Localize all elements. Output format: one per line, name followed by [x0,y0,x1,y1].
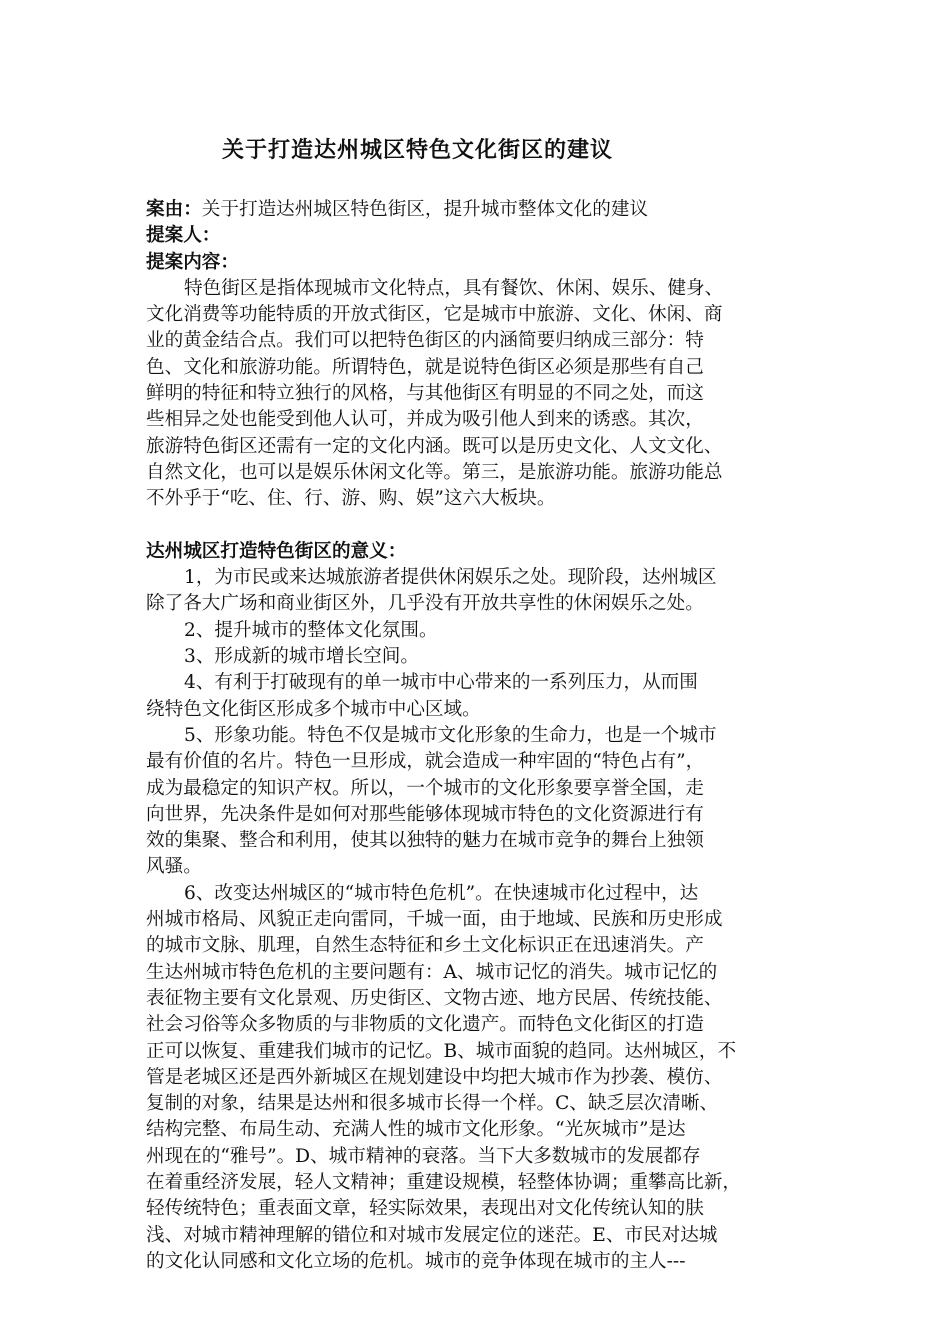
content-label: 提案内容： [146,251,239,273]
significance-line: 州城市格局、风貌正走向雷同，千城一面，由于地域、民族和历史形成 [146,909,723,931]
significance-line: 向世界，先决条件是如何对那些能够体现城市特色的文化资源进行有 [146,803,704,825]
significance-line: 最有价值的名片。特色一旦形成，就会造成一种牢固的“特色占有”， [146,751,705,773]
significance-line: 效的集聚、整合和利用，使其以独特的魅力在城市竞争的舞台上独领 [146,830,704,852]
significance-line: 社会习俗等众多物质的与非物质的文化遗产。而特色文化街区的打造 [146,1014,704,1036]
significance-line: 管是老城区还是西外新城区在规划建设中均把大城市作为抄袭、模仿、 [146,1066,723,1088]
reason-label: 案由： [146,199,202,220]
proposer-label: 提案人： [146,225,221,247]
significance-line: 2、提升城市的整体文化氛围。 [184,619,438,641]
document-title: 关于打造达州城区特色文化街区的建议 [222,137,614,163]
intro-line: 自然文化，也可以是娱乐休闲文化等。第三，是旅游功能。旅游功能总 [146,461,723,483]
intro-line: 色、文化和旅游功能。所谓特色，就是说特色街区必须是那些有自己 [146,356,704,378]
significance-line: 的文化认同感和文化立场的危机。城市的竞争体现在城市的主人--- [146,1250,686,1272]
intro-line: 业的黄金结合点。我们可以把特色街区的内涵简要归纳成三部分：特 [146,330,704,352]
significance-line: 1，为市民或来达城旅游者提供休闲娱乐之处。现阶段，达州城区 [184,567,717,589]
significance-line: 绕特色文化街区形成多个城市中心区域。 [146,698,481,720]
significance-line: 3、形成新的城市增长空间。 [184,646,419,668]
intro-line: 文化消费等功能特质的开放式街区，它是城市中旅游、文化、休闲、商 [146,304,723,326]
significance-line: 成为最稳定的知识产权。所以，一个城市的文化形象要享誉全国，走 [146,777,704,799]
intro-line: 鲜明的特征和特立独行的风格，与其他街区有明显的不同之处，而这 [146,383,704,405]
significance-line: 结构完整、布局生动、充满人性的城市文化形象。“光灰城市”是达 [146,1119,686,1141]
document-body [146,197,826,1275]
intro-line: 些相异之处也能受到他人认可，并成为吸引他人到来的诱惑。其次， [146,409,704,431]
significance-line: 6、改变达州城区的“城市特色危机”。在快速城市化过程中，达 [184,882,699,904]
intro-line: 特色街区是指体现城市文化特点，具有餐饮、休闲、娱乐、健身、 [184,277,724,299]
significance-line: 除了各大广场和商业街区外，几乎没有开放共享性的休闲娱乐之处。 [146,593,704,615]
significance-line: 在着重经济发展，轻人文精神；重建设规模，轻整体协调；重攀高比新， [146,1171,742,1193]
significance-line: 复制的对象，结果是达州和很多城市长得一个样。C、缺乏层次清晰、 [146,1093,719,1115]
intro-line: 不外乎于“吃、住、行、游、购、娱”这六大板块。 [146,488,556,510]
significance-line: 浅、对城市精神理解的错位和对城市发展定位的迷茫。E、市民对达城 [146,1224,718,1246]
blank-line [146,513,826,539]
significance-line: 州现在的“雅号”。D、城市精神的衰落。当下大多数城市的发展都存 [146,1145,701,1167]
significance-line: 生达州城市特色危机的主要问题有：A、城市记忆的消失。城市记忆的 [146,961,718,983]
significance-line: 5、形象功能。特色不仅是城市文化形象的生命力，也是一个城市 [184,724,717,746]
significance-line: 风骚。 [146,856,202,878]
significance-line: 4、有利于打破现有的单一城市中心带来的一系列压力，从而围 [184,672,698,694]
significance-heading: 达州城区打造特色街区的意义： [146,540,407,562]
significance-line: 的城市文脉、肌理，自然生态特征和乡土文化标识正在迅速消失。产 [146,935,704,957]
significance-line: 表征物主要有文化景观、历史街区、文物古迹、地方民居、传统技能、 [146,987,723,1009]
intro-line: 旅游特色街区还需有一定的文化内涵。既可以是历史文化、人文文化、 [146,435,723,457]
significance-line: 轻传统特色；重表面文章，轻实际效果，表现出对文化传统认知的肤 [146,1198,704,1220]
significance-line: 正可以恢复、重建我们城市的记忆。B、城市面貌的趋同。达州城区，不 [146,1040,737,1062]
reason-text: 关于打造达州城区特色街区，提升城市整体文化的建议 [201,199,649,220]
reason-line [146,197,826,223]
